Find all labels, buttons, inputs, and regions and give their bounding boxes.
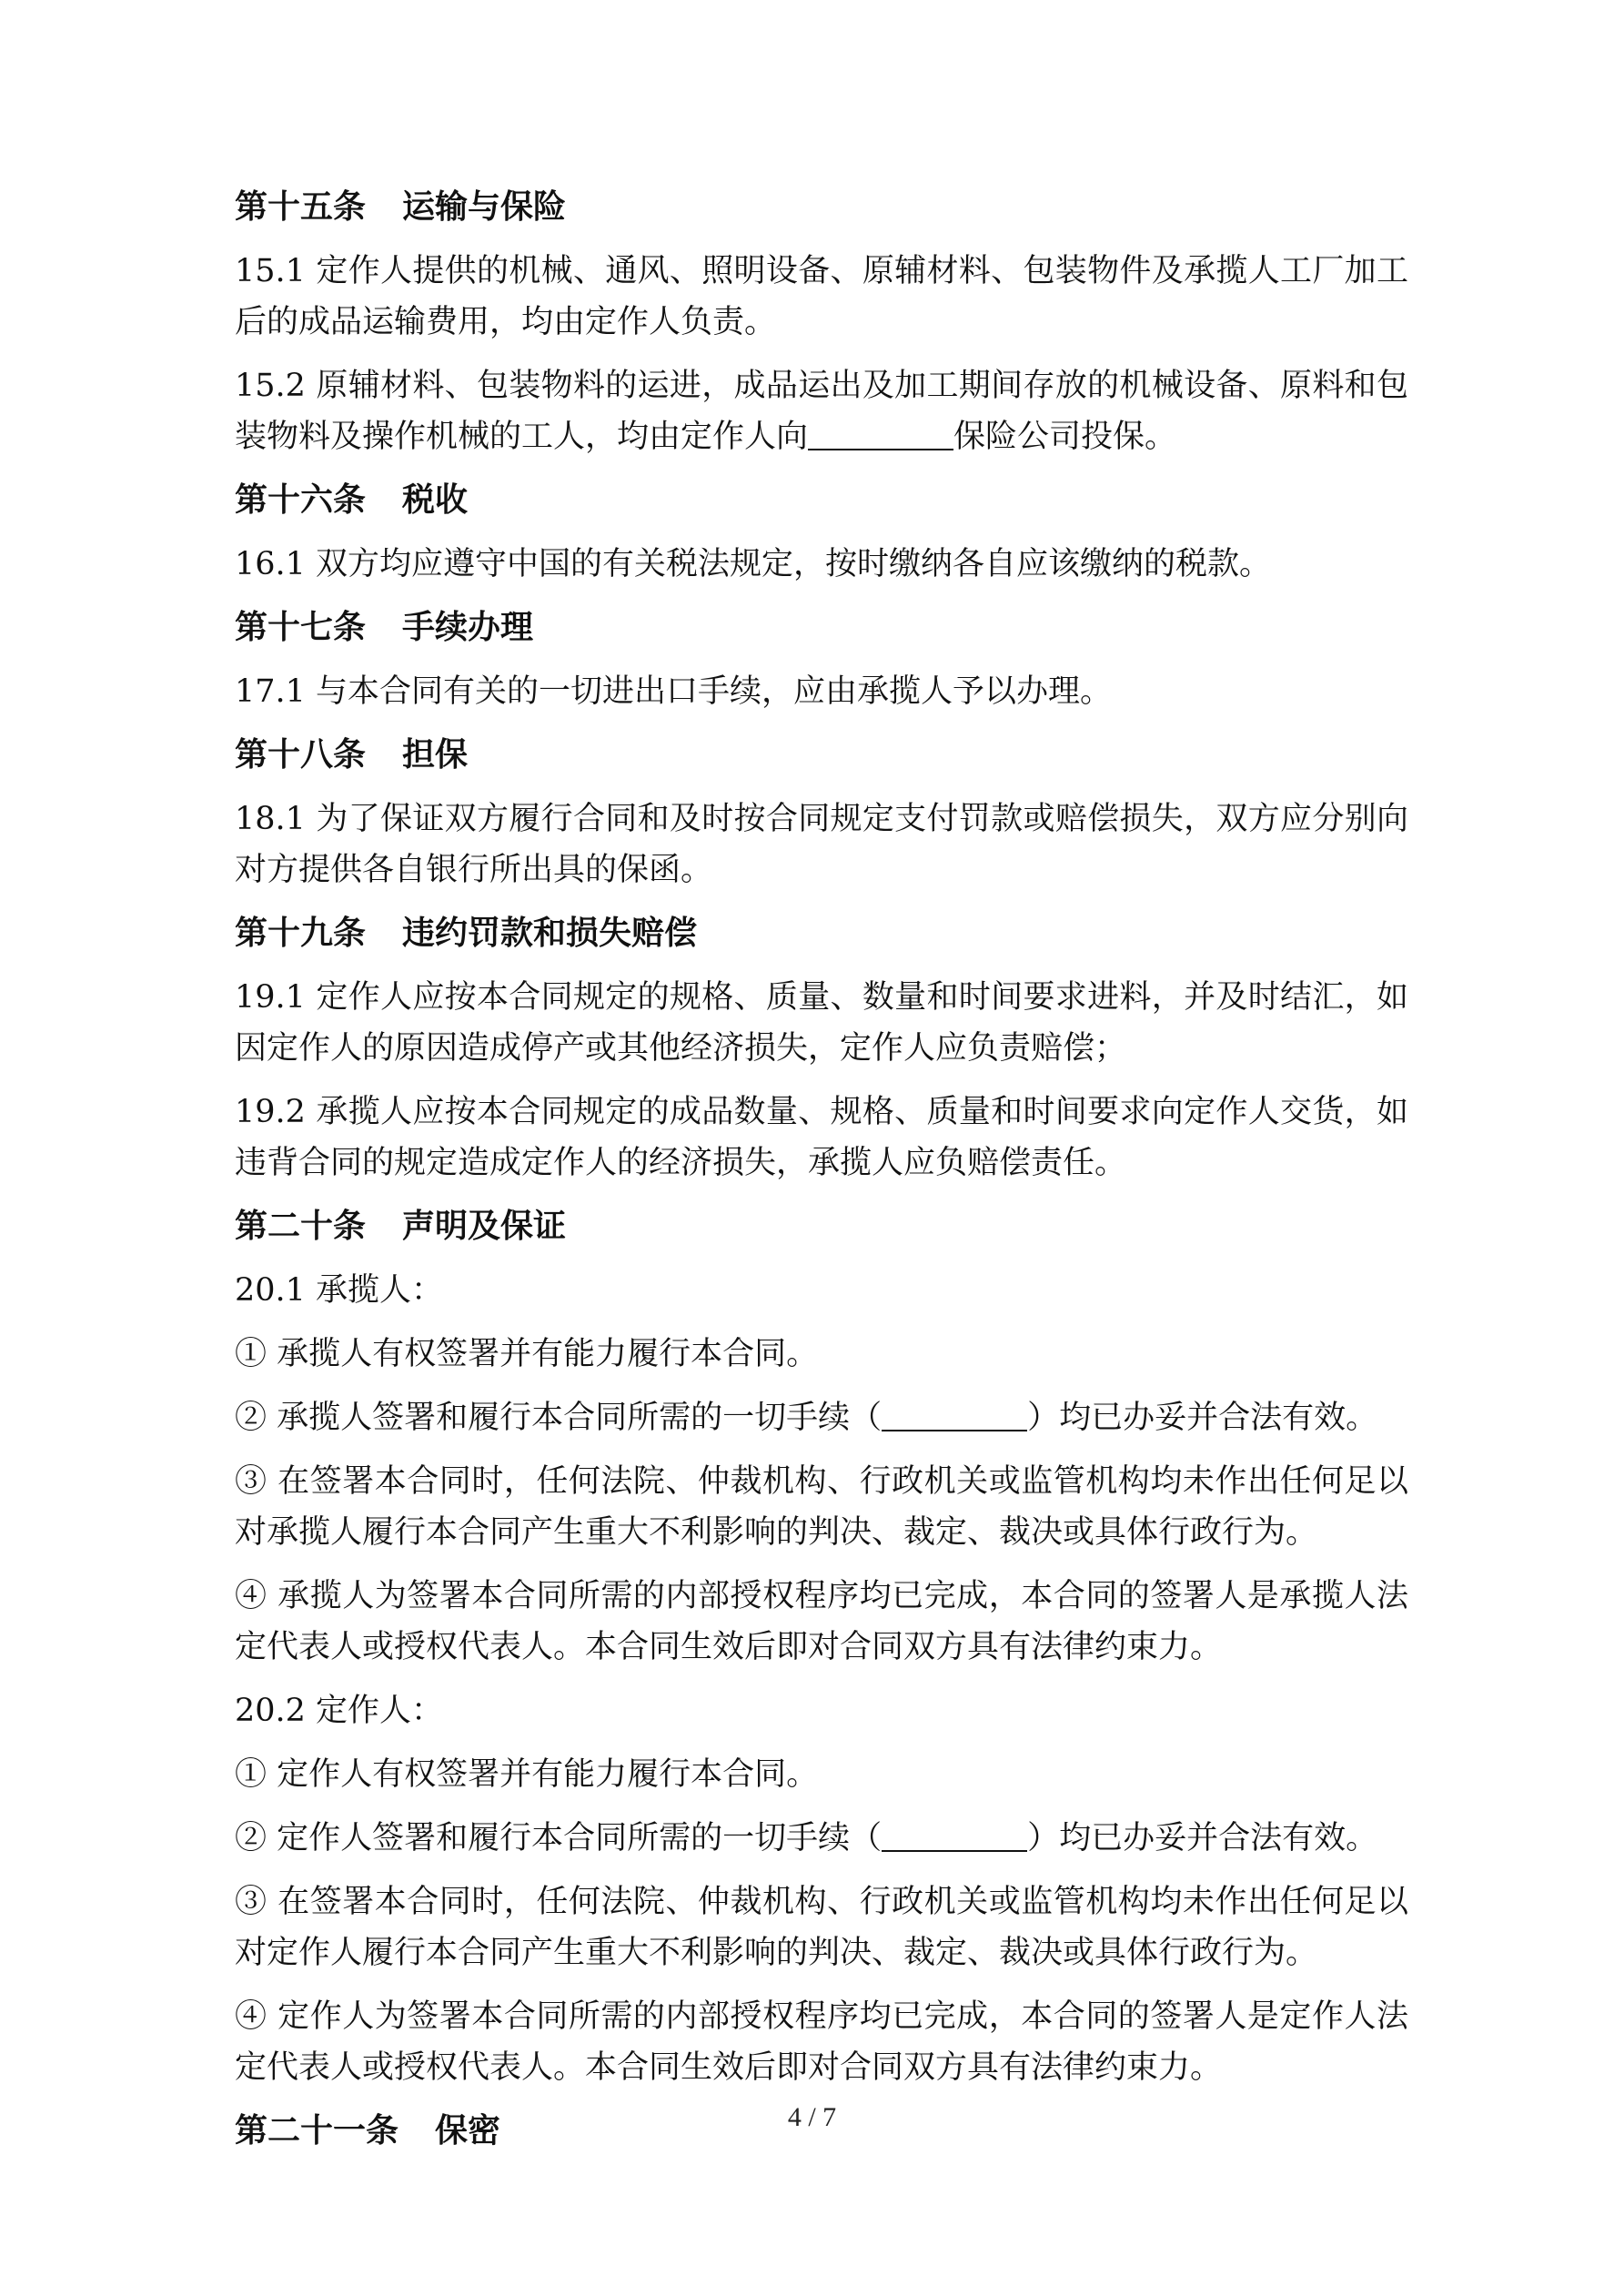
document-page	[235, 182, 1408, 2170]
article-title: 运输与保险	[402, 188, 567, 226]
article-number: 第十七条	[235, 609, 367, 646]
article-number: 第二十条	[235, 1208, 367, 1245]
article-title: 违约罚款和损失赔偿	[402, 915, 698, 952]
article-17-heading	[235, 602, 1408, 653]
article-18-heading	[235, 730, 1408, 781]
blank-line	[882, 1816, 1027, 1852]
clause-16-1: 16.1 双方均应遵守中国的有关税法规定，按时缴纳各自应该缴纳的税款。	[235, 546, 1272, 582]
blank-line	[882, 1395, 1027, 1431]
article-number: 第十五条	[235, 188, 367, 226]
clause-20-2-item-1: ① 定作人有权签署并有能力履行本合同。	[235, 1756, 819, 1793]
clause-20-1-item-3: ③ 在签署本合同时，任何法院、仲裁机构、行政机关或监管机构均未作出任何足以对承揽人履行本合同产生重大不利影响的判决、裁定、裁决或具体行政行为。	[235, 1463, 1408, 1551]
clause-18-1: 18.1 为了保证双方履行合同和及时按合同规定支付罚款或赔偿损失，双方应分别向对方提供各自银行所出具的保函。	[235, 801, 1408, 888]
article-number: 第十九条	[235, 915, 367, 952]
clause-text: 保险公司投保。	[953, 419, 1177, 455]
article-title: 保密	[435, 2112, 501, 2149]
clause-20-2-item-4: ④ 定作人为签署本合同所需的内部授权程序均已完成，本合同的签署人是定作人法定代表人或授权代表人。本合同生效后即对合同双方具有法律约束力。	[235, 1998, 1408, 2086]
clause-20-2: 20.2 定作人：	[235, 1693, 444, 1729]
clause-text: ）均已办妥并合法有效。	[1027, 1400, 1378, 1436]
clause-15-1: 15.1 定作人提供的机械、通风、照明设备、原辅材料、包装物件及承揽人工厂加工后的成品运输费用，均由定作人负责。	[235, 253, 1408, 340]
clause-20-2-item-2	[235, 1813, 1408, 1864]
clause-17-1: 17.1 与本合同有关的一切进出口手续，应由承揽人予以办理。	[235, 673, 1113, 710]
clause-text: 15.2 原辅材料、包装物料的运进，成品运出及加工期间存放的机械设备、原料和包装物料及操作机械的工人，均由定作人向	[235, 368, 1408, 455]
clause-15-2	[235, 360, 1408, 462]
article-20-heading	[235, 1201, 1408, 1252]
article-number: 第十六条	[235, 481, 367, 519]
clause-20-2-item-3: ③ 在签署本合同时，任何法院、仲裁机构、行政机关或监管机构均未作出任何足以对定作人履行本合同产生重大不利影响的判决、裁定、裁决或具体行政行为。	[235, 1884, 1408, 1971]
article-title: 手续办理	[402, 609, 534, 646]
clause-text: ）均已办妥并合法有效。	[1027, 1820, 1378, 1856]
article-19-heading	[235, 908, 1408, 959]
clause-20-1-item-1: ① 承揽人有权签署并有能力履行本合同。	[235, 1336, 819, 1372]
article-number: 第十八条	[235, 736, 367, 774]
article-number: 第二十一条	[235, 2112, 399, 2149]
article-title: 声明及保证	[402, 1208, 567, 1245]
article-15-heading	[235, 182, 1408, 233]
article-title: 税收	[402, 481, 469, 519]
clause-19-2: 19.2 承揽人应按本合同规定的成品数量、规格、质量和时间要求向定作人交货，如违背合同的规定造成定作人的经济损失，承揽人应负赔偿责任。	[235, 1094, 1408, 1181]
clause-20-1-item-2	[235, 1392, 1408, 1443]
clause-20-1-item-4: ④ 承揽人为签署本合同所需的内部授权程序均已完成，本合同的签署人是承揽人法定代表人或授权代表人。本合同生效后即对合同双方具有法律约束力。	[235, 1578, 1408, 1665]
article-16-heading	[235, 475, 1408, 526]
article-title: 担保	[402, 736, 469, 774]
clause-20-1: 20.1 承揽人：	[235, 1272, 444, 1309]
page-number: 4 / 7	[787, 2102, 837, 2132]
clause-text: ② 定作人签署和履行本合同所需的一切手续（	[235, 1820, 883, 1856]
blank-line	[808, 414, 953, 450]
clause-text: ② 承揽人签署和履行本合同所需的一切手续（	[235, 1400, 883, 1436]
clause-19-1: 19.1 定作人应按本合同规定的规格、质量、数量和时间要求进料，并及时结汇，如因定作人的原因造成停产或其他经济损失，定作人应负责赔偿；	[235, 979, 1408, 1067]
